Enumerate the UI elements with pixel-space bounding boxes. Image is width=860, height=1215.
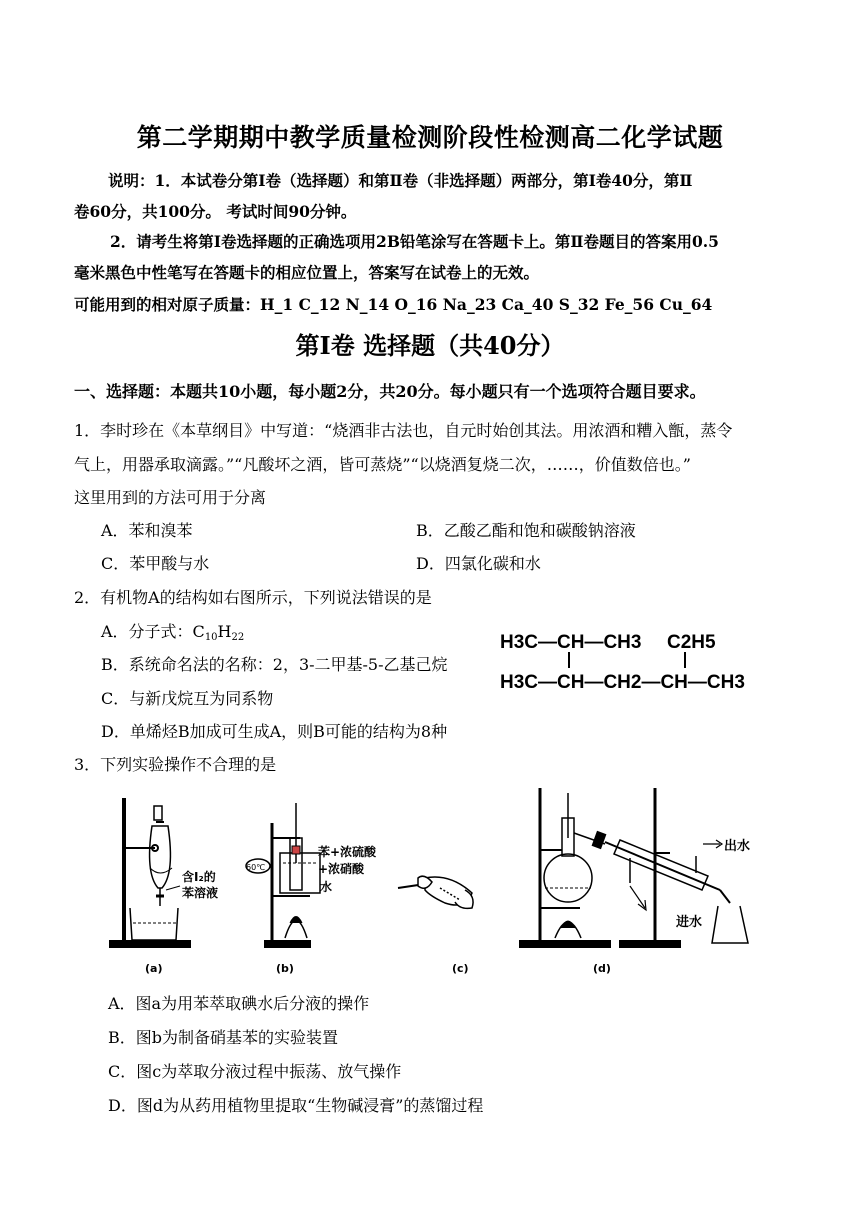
figure-d-out: 出水 (724, 839, 751, 854)
note-line-4: 毫米黑色中性笔写在答题卡的相应位置上，答案写在试卷上的无效。 (74, 263, 540, 282)
figure-c-label: (c) (452, 962, 469, 975)
figure-d (520, 788, 751, 947)
figure-d-in: 进水 (676, 915, 703, 930)
q2-stem: 2．有机物A的结构如右图所示，下列说法错误的是 (74, 588, 432, 607)
q2-option-a-h-count: 22 (231, 632, 245, 643)
figure-b (246, 803, 320, 947)
structure-row-1-right: C2H5 (667, 632, 716, 653)
section-title: 第I卷 选择题（共40分） (295, 331, 565, 360)
q3-stem: 3．下列实验操作不合理的是 (74, 755, 277, 774)
note-line-3: 2．请考生将第Ⅰ卷选择题的正确选项用2B铅笔涂写在答题卡上。第Ⅱ卷题目的答案用0.5 (110, 232, 719, 251)
apparatus-figure (100, 778, 770, 983)
structure-row-2: H3C—CH—CH2—CH—CH3 (500, 672, 745, 693)
figure-a-text-2: 苯溶液 (182, 886, 219, 900)
q2-option-a (101, 619, 244, 643)
q1-option-d: D．四氯化碳和水 (416, 554, 541, 573)
q1-option-c: C．苯甲酸与水 (101, 554, 210, 573)
q2-option-c: C．与新戊烷互为同系物 (101, 689, 274, 708)
q3-option-a: A．图a为用苯萃取碘水后分液的操作 (108, 994, 370, 1013)
note-line-2: 卷60分，共100分。 考试时间90分钟。 (74, 202, 357, 221)
q1-stem-3: 这里用到的方法可用于分离 (74, 488, 267, 507)
figure-d-label: (d) (593, 962, 611, 975)
q3-option-d: D．图d为从药用植物里提取“生物碱浸膏”的蒸馏过程 (108, 1096, 484, 1115)
figure-b-text-3: 水 (320, 880, 333, 894)
figure-b-text-2: +浓硝酸 (318, 862, 365, 876)
figure-a (110, 798, 190, 947)
page-title: 第二学期期中教学质量检测阶段性检测高二化学试题 (136, 123, 724, 152)
figure-a-text-1: 含I₂的 (182, 870, 216, 884)
q1-option-a: A．苯和溴苯 (101, 521, 193, 540)
q1-stem-2: 气上，用器承取滴露。”“凡酸坏之酒，皆可蒸烧”“以烧酒复烧二次，……，价值数倍也。” (74, 455, 691, 474)
atomic-masses: 可能用到的相对原子质量：H_1 C_12 N_14 O_16 Na_23 Ca_40 S_32 Fe_56 Cu_64 (74, 295, 713, 314)
q2-option-b: B．系统命名法的名称：2，3-二甲基-5-乙基己烷 (101, 655, 448, 674)
q2-option-a-prefix: A．分子式：C (101, 622, 205, 641)
q1-stem-1: 1．李时珍在《本草纲目》中写道：“烧酒非古法也，自元时始创其法。用浓酒和糟入甑，蒸令 (74, 421, 733, 440)
q1-option-b: B．乙酸乙酯和饱和碳酸钠溶液 (416, 521, 636, 540)
figure-c (398, 876, 473, 908)
structure-row-1-left: H3C—CH—CH3 (500, 632, 642, 653)
figure-b-label: (b) (276, 962, 294, 975)
q2-option-a-h: H (217, 622, 232, 641)
q2-option-a-c-count: 10 (204, 632, 218, 643)
q3-option-b: B．图b为制备硝基苯的实验装置 (108, 1028, 339, 1047)
note-line-1: 说明：1．本试卷分第Ⅰ卷（选择题）和第Ⅱ卷（非选择题）两部分，第Ⅰ卷40分，第Ⅱ (108, 171, 693, 190)
q2-option-d: D．单烯烃B加成可生成A，则B可能的结构为8种 (101, 722, 448, 741)
part1-header: 一、选择题：本题共10小题，每小题2分，共20分。每小题只有一个选项符合题目要求。 (74, 382, 706, 401)
figure-a-label: (a) (145, 962, 163, 975)
figure-b-temp: 60℃ (246, 863, 266, 872)
molecule-structure (495, 624, 760, 699)
figure-b-text-1: 苯+浓硫酸 (318, 845, 377, 859)
q3-option-c: C．图c为萃取分液过程中振荡、放气操作 (108, 1062, 402, 1081)
